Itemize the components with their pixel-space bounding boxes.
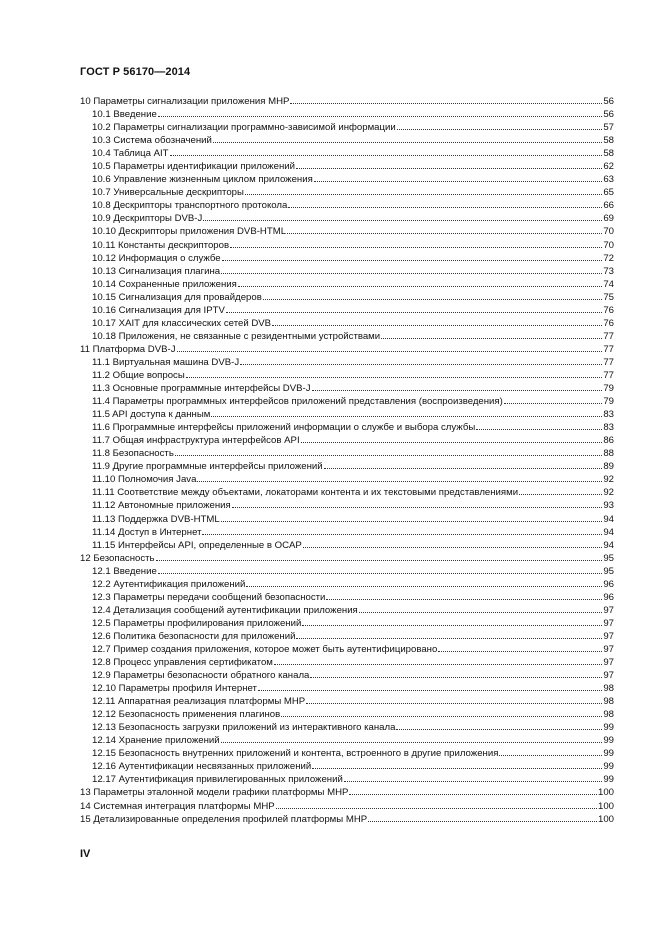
toc-entry-page: 97: [603, 617, 614, 629]
toc-entry-title: 11.9 Другие программные интерфейсы приложений: [92, 461, 323, 473]
toc-entry-title: 12.9 Параметры безопасности обратного канала: [92, 670, 310, 682]
toc-entry: [80, 355, 614, 368]
toc-entry-page: 98: [603, 709, 614, 721]
toc-entry-page: 93: [603, 500, 614, 512]
toc-leader-dots: [221, 264, 602, 274]
toc-entry-title: 11.1 Виртуальная машина DVB-J: [92, 356, 240, 368]
toc-leader-dots: [203, 211, 602, 221]
toc-entry-page: 57: [603, 122, 614, 134]
toc-entry-title: 12.8 Процесс управления сертификатом: [92, 657, 273, 669]
toc-entry-page: 97: [603, 670, 614, 682]
toc-entry: [80, 446, 614, 459]
toc-entry: [80, 668, 614, 681]
toc-entry-title: 12.11 Аппаратная реализация платформы MHP: [92, 696, 306, 708]
toc-leader-dots: [272, 316, 602, 326]
toc-leader-dots: [301, 433, 603, 443]
toc-entry: [80, 251, 614, 264]
toc-entry: [80, 746, 614, 759]
toc-entry-page: 58: [603, 148, 614, 160]
toc-entry-page: 83: [603, 422, 614, 434]
toc-leader-dots: [226, 303, 602, 313]
toc-entry-title: 11 Платформа DVB-J: [80, 343, 176, 355]
toc-entry: [80, 303, 614, 316]
toc-entry: [80, 733, 614, 746]
toc-entry-title: 10.9 Дескрипторы DVB-J: [92, 213, 203, 225]
toc-entry-title: 10.15 Сигнализация для провайдеров: [92, 291, 262, 303]
toc-entry: [80, 368, 614, 381]
toc-leader-dots: [290, 94, 602, 104]
toc-leader-dots: [175, 446, 603, 456]
toc-entry: [80, 133, 614, 146]
toc-leader-dots: [326, 590, 602, 600]
toc-entry: [80, 538, 614, 551]
toc-entry-page: 97: [603, 630, 614, 642]
toc-leader-dots: [186, 368, 603, 378]
toc-entry: [80, 329, 614, 342]
toc-entry: [80, 407, 614, 420]
toc-leader-dots: [296, 629, 602, 639]
toc-leader-dots: [504, 394, 603, 404]
toc-entry-page: 97: [603, 604, 614, 616]
toc-entry-page: 98: [603, 683, 614, 695]
toc-entry-title: 10.14 Сохраненные приложения: [92, 278, 237, 290]
toc-entry-title: 10.2 Параметры сигнализации программно-зависимой информации: [92, 122, 396, 134]
toc-entry-page: 77: [603, 330, 614, 342]
toc-leader-dots: [344, 772, 603, 782]
toc-entry: [80, 812, 614, 825]
toc-entry: [80, 433, 614, 446]
toc-leader-dots: [213, 133, 602, 143]
toc-leader-dots: [238, 277, 602, 287]
toc-entry: [80, 198, 614, 211]
toc-leader-dots: [314, 172, 603, 182]
toc-leader-dots: [232, 498, 603, 508]
toc-entry-page: 96: [603, 578, 614, 590]
toc-entry-page: 83: [603, 409, 614, 421]
toc-leader-dots: [211, 407, 602, 417]
toc-leader-dots: [519, 485, 602, 495]
toc-entry-page: 100: [597, 800, 614, 812]
toc-entry-title: 12.5 Параметры профилирования приложений: [92, 617, 302, 629]
toc-entry-title: 10 Параметры сигнализации приложения MHP: [80, 96, 290, 107]
toc-leader-dots: [221, 512, 603, 522]
toc-entry-title: 12.1 Введение: [92, 565, 157, 577]
toc-entry-page: 76: [603, 304, 614, 316]
toc-entry-page: 79: [603, 383, 614, 395]
toc-entry-title: 10.8 Дескрипторы транспортного протокола: [92, 200, 288, 212]
toc-entry-page: 77: [603, 369, 614, 381]
toc-entry-page: 88: [603, 448, 614, 460]
toc-leader-dots: [222, 251, 603, 261]
toc-entry-page: 86: [603, 435, 614, 447]
toc-entry-page: 94: [603, 539, 614, 551]
toc-entry-page: 56: [603, 96, 614, 107]
toc-leader-dots: [359, 603, 603, 613]
toc-entry-title: 10.17 XAIT для классических сетей DVB: [92, 317, 272, 329]
toc-entry-page: 77: [603, 356, 614, 368]
toc-entry: [80, 498, 614, 511]
toc-entry: [80, 642, 614, 655]
toc-entry-page: 96: [603, 591, 614, 603]
toc-entry-page: 56: [603, 109, 614, 121]
toc-entry-page: 92: [603, 474, 614, 486]
toc-leader-dots: [312, 759, 602, 769]
toc-entry: [80, 525, 614, 538]
toc-entry-page: 63: [603, 174, 614, 186]
toc-entry: [80, 146, 614, 159]
toc-leader-dots: [274, 655, 602, 665]
toc-leader-dots: [381, 329, 602, 339]
toc-entry: [80, 720, 614, 733]
toc-leader-dots: [306, 694, 602, 704]
toc-entry-title: 12.15 Безопасность внутренних приложений и контента, встроенного в другие приложения: [92, 748, 499, 760]
toc-leader-dots: [396, 720, 602, 730]
toc-leader-dots: [246, 577, 602, 587]
toc-entry: [80, 472, 614, 485]
toc-entry-title: 12.7 Пример создания приложения, которое может быть аутентифицировано: [92, 643, 438, 655]
toc-leader-dots: [476, 420, 602, 430]
toc-entry-page: 74: [603, 278, 614, 290]
toc-entry: [80, 577, 614, 590]
toc-entry-title: 10.4 Таблица AIT: [92, 148, 169, 160]
toc-leader-dots: [349, 785, 597, 795]
toc-leader-dots: [158, 107, 603, 117]
toc-leader-dots: [202, 525, 602, 535]
toc-entry-title: 11.15 Интерфейсы API, определенные в OCAP: [92, 539, 302, 551]
toc-leader-dots: [230, 238, 602, 248]
toc-entry-title: 10.13 Сигнализация плагина: [92, 265, 221, 277]
toc-entry: [80, 616, 614, 629]
toc-entry-title: 12.2 Аутентификация приложений: [92, 578, 246, 590]
toc-entry: [80, 420, 614, 433]
toc-leader-dots: [240, 355, 602, 365]
toc-entry: [80, 224, 614, 237]
toc-entry-page: 99: [603, 722, 614, 734]
toc-entry-page: 97: [603, 643, 614, 655]
toc-leader-dots: [258, 681, 602, 691]
toc-entry: [80, 120, 614, 133]
toc-entry: [80, 277, 614, 290]
toc-entry-page: 75: [603, 291, 614, 303]
toc-entry-page: 97: [603, 657, 614, 669]
toc-entry: [80, 238, 614, 251]
toc-leader-dots: [303, 538, 602, 548]
toc-leader-dots: [368, 812, 597, 822]
toc-entry-title: 11.7 Общая инфраструктура интерфейсов API: [92, 435, 300, 447]
toc-entry-page: 79: [603, 396, 614, 408]
toc-entry-title: 11.6 Программные интерфейсы приложений информации о службе и выбора службы: [92, 422, 476, 434]
toc-entry-title: 10.11 Константы дескрипторов: [92, 239, 230, 251]
toc-entry-page: 76: [603, 317, 614, 329]
toc-leader-dots: [288, 198, 602, 208]
toc-entry-page: 66: [603, 200, 614, 212]
toc-entry: [80, 655, 614, 668]
toc-entry-title: 11.8 Безопасность: [92, 448, 174, 460]
toc-entry: [80, 694, 614, 707]
toc-entry-title: 12.12 Безопасность применения плагинов: [92, 709, 281, 721]
toc-entry-title: 11.14 Доступ в Интернет: [92, 526, 202, 538]
toc-leader-dots: [499, 746, 602, 756]
toc-entry-page: 95: [603, 552, 614, 564]
toc-leader-dots: [177, 342, 603, 352]
toc-entry-title: 11.5 API доступа к данным: [92, 409, 211, 421]
toc-entry-title: 10.18 Приложения, не связанные с резидентными устройствами: [92, 330, 381, 342]
toc-entry: [80, 159, 614, 172]
toc-entry-page: 70: [603, 239, 614, 251]
toc-entry: [80, 185, 614, 198]
toc-entry-page: 89: [603, 461, 614, 473]
toc-entry: [80, 459, 614, 472]
toc-entry-page: 72: [603, 252, 614, 264]
toc-leader-dots: [312, 381, 603, 391]
toc-entry: [80, 681, 614, 694]
toc-entry-title: 12.17 Аутентификация привилегированных приложений: [92, 774, 343, 786]
toc-entry-title: 10.5 Параметры идентификации приложений: [92, 161, 295, 173]
toc-entry-title: 11.2 Общие вопросы: [92, 369, 185, 381]
toc-entry-title: 12.14 Хранение приложений: [92, 735, 220, 747]
toc-entry: [80, 94, 614, 107]
toc-entry: [80, 707, 614, 720]
toc-entry-page: 94: [603, 513, 614, 525]
toc-entry-title: 10.1 Введение: [92, 109, 157, 121]
toc-entry-page: 95: [603, 565, 614, 577]
toc-entry-title: 12.10 Параметры профиля Интернет: [92, 683, 257, 695]
toc-entry-title: 10.12 Информация о службе: [92, 252, 221, 264]
toc-entry: [80, 342, 614, 355]
toc-entry-page: 58: [603, 135, 614, 147]
toc-leader-dots: [158, 564, 603, 574]
toc-entry-page: 99: [603, 761, 614, 773]
table-of-contents: [80, 94, 614, 825]
toc-entry: [80, 799, 614, 812]
toc-entry-page: 62: [603, 161, 614, 173]
toc-entry-title: 14 Системная интеграция платформы MHP: [80, 800, 275, 812]
toc-entry-title: 12.16 Аутентификации несвязанных приложений: [92, 761, 312, 773]
toc-entry-title: 12.4 Детализация сообщений аутентификации приложения: [92, 604, 358, 616]
toc-entry-title: 11.12 Автономные приложения: [92, 500, 231, 512]
toc-entry-page: 69: [603, 213, 614, 225]
toc-leader-dots: [245, 185, 602, 195]
toc-entry-page: 70: [603, 226, 614, 238]
toc-entry: [80, 290, 614, 303]
toc-entry-title: 11.4 Параметры программных интерфейсов приложений представления (воспроизведения): [92, 396, 503, 408]
toc-entry-title: 12.6 Политика безопасности для приложений: [92, 630, 296, 642]
toc-entry: [80, 759, 614, 772]
toc-entry-title: 11.11 Соответствие между объектами, локаторами контента и их текстовыми представлениями: [92, 487, 519, 499]
toc-entry: [80, 394, 614, 407]
toc-leader-dots: [221, 733, 603, 743]
document-header: ГОСТ Р 56170—2014: [80, 66, 191, 78]
toc-entry-title: 15 Детализированные определения профилей платформы MHP: [80, 813, 368, 825]
toc-entry-page: 99: [603, 735, 614, 747]
toc-leader-dots: [296, 159, 602, 169]
toc-entry: [80, 485, 614, 498]
toc-entry-page: 100: [597, 787, 614, 799]
toc-entry-page: 98: [603, 696, 614, 708]
toc-entry-title: 10.10 Дескрипторы приложения DVB-HTML: [92, 226, 287, 238]
toc-entry: [80, 785, 614, 798]
toc-entry-title: 11.10 Полномочия Java: [92, 474, 197, 486]
toc-entry-title: 10.16 Сигнализация для IPTV: [92, 304, 225, 316]
toc-entry: [80, 551, 614, 564]
toc-entry-title: 11.13 Поддержка DVB-HTML: [92, 513, 220, 525]
toc-entry-title: 12 Безопасность: [80, 552, 155, 564]
toc-entry: [80, 629, 614, 642]
toc-entry-title: 10.3 Система обозначений: [92, 135, 212, 147]
toc-entry: [80, 211, 614, 224]
toc-entry-title: 12.13 Безопасность загрузки приложений из интерактивного канала: [92, 722, 396, 734]
toc-entry-page: 94: [603, 526, 614, 538]
toc-leader-dots: [302, 616, 602, 626]
toc-leader-dots: [170, 146, 603, 156]
toc-leader-dots: [438, 642, 602, 652]
toc-leader-dots: [281, 707, 602, 717]
toc-leader-dots: [263, 290, 603, 300]
toc-entry-page: 73: [603, 265, 614, 277]
toc-entry-page: 100: [597, 813, 614, 825]
toc-entry: [80, 107, 614, 120]
toc-entry: [80, 264, 614, 277]
toc-entry-page: 99: [603, 748, 614, 760]
toc-leader-dots: [156, 551, 603, 561]
toc-entry: [80, 381, 614, 394]
toc-entry-page: 92: [603, 487, 614, 499]
toc-entry: [80, 564, 614, 577]
toc-entry: [80, 316, 614, 329]
toc-entry: [80, 603, 614, 616]
toc-entry-page: 99: [603, 774, 614, 786]
toc-entry-page: 77: [603, 343, 614, 355]
toc-leader-dots: [310, 668, 602, 678]
toc-entry: [80, 172, 614, 185]
toc-entry-title: 10.6 Управление жизненным циклом приложения: [92, 174, 313, 186]
toc-entry-page: 65: [603, 187, 614, 199]
toc-entry: [80, 590, 614, 603]
toc-leader-dots: [287, 224, 602, 234]
toc-entry-title: 13 Параметры эталонной модели графики платформы MHP: [80, 787, 349, 799]
toc-entry-title: 12.3 Параметры передачи сообщений безопасности: [92, 591, 326, 603]
toc-entry-title: 11.3 Основные программные интерфейсы DVB-J: [92, 383, 311, 395]
toc-entry: [80, 512, 614, 525]
page-number: IV: [80, 848, 91, 860]
toc-leader-dots: [197, 472, 602, 482]
toc-leader-dots: [397, 120, 603, 130]
toc-leader-dots: [324, 459, 603, 469]
toc-entry: [80, 772, 614, 785]
toc-entry-title: 10.7 Универсальные дескрипторы: [92, 187, 244, 199]
toc-leader-dots: [276, 799, 597, 809]
